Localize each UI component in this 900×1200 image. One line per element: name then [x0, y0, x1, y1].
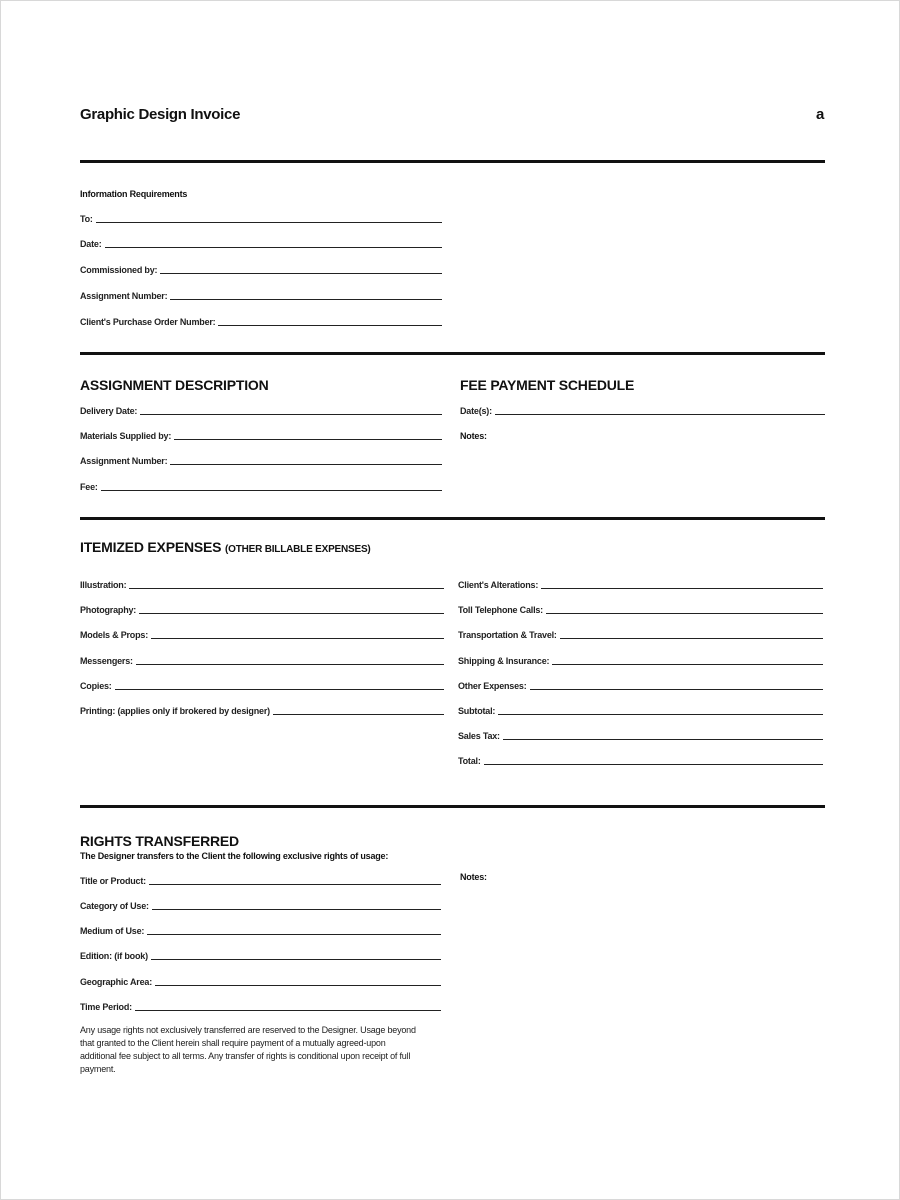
field-label: Photography: [80, 605, 137, 615]
rights-intro: The Designer transfers to the Client the following exclusive rights of usage: [80, 851, 389, 861]
fill-in-line[interactable] [155, 985, 441, 986]
fill-in-line[interactable] [139, 613, 444, 614]
expense-field[interactable] [80, 578, 444, 590]
expense-field[interactable] [80, 603, 444, 615]
divider [80, 352, 825, 355]
field-label: Fee: [80, 482, 98, 492]
divider [80, 160, 825, 163]
field-label: Edition: (if book) [80, 951, 148, 961]
fill-in-line[interactable] [273, 714, 444, 715]
fill-in-line[interactable] [160, 273, 442, 274]
info-heading: Information Requirements [80, 189, 188, 199]
field-label: Transportation & Travel: [458, 630, 557, 640]
info-field[interactable] [80, 263, 442, 275]
expense-field[interactable] [458, 628, 823, 640]
fill-in-line[interactable] [152, 909, 441, 910]
expense-field[interactable] [458, 603, 823, 615]
info-field[interactable] [80, 315, 442, 327]
rights-disclaimer: Any usage rights not exclusively transferred are reserved to the Designer. Usage beyond that granted to the Client herein shall require payment of a mutually agreed-upon additional fee subject to all terms. Any transfer of rights is conditional upon receipt of full payment. [80, 1025, 416, 1074]
rights-field[interactable] [80, 949, 441, 961]
fill-in-line[interactable] [218, 325, 442, 326]
fill-in-line[interactable] [151, 638, 444, 639]
expense-field[interactable] [458, 754, 823, 766]
assignment-heading: ASSIGNMENT DESCRIPTION [80, 377, 269, 393]
header-mark: a [816, 106, 825, 123]
fill-in-line[interactable] [170, 299, 442, 300]
fill-in-line[interactable] [484, 764, 823, 765]
expenses-heading [80, 539, 371, 555]
field-label: Assignment Number: [80, 456, 168, 466]
fill-in-line[interactable] [96, 222, 442, 223]
fill-in-line[interactable] [552, 664, 823, 665]
rights-field[interactable] [80, 975, 441, 987]
field-label: Client's Alterations: [458, 580, 539, 590]
fill-in-line[interactable] [560, 638, 823, 639]
field-label: Geographic Area: [80, 977, 152, 987]
field-label: Subtotal: [458, 706, 496, 716]
fill-in-line[interactable] [498, 714, 823, 715]
expense-field[interactable] [80, 704, 444, 716]
fill-in-line[interactable] [101, 490, 442, 491]
field-label: Date(s): [460, 406, 492, 416]
field-label: Copies: [80, 681, 112, 691]
fee-notes-label: Notes: [460, 431, 487, 441]
expense-field[interactable] [458, 679, 823, 691]
fill-in-line[interactable] [503, 739, 823, 740]
field-label: Time Period: [80, 1002, 132, 1012]
fill-in-line[interactable] [136, 664, 444, 665]
field-label: Shipping & Insurance: [458, 656, 550, 666]
field-label: Messengers: [80, 656, 133, 666]
field-label: Medium of Use: [80, 926, 145, 936]
field-label: Date: [80, 239, 102, 249]
fill-in-line[interactable] [129, 588, 444, 589]
divider [80, 805, 825, 808]
field-label: To: [80, 214, 93, 224]
fill-in-line[interactable] [151, 959, 441, 960]
info-field[interactable] [80, 289, 442, 301]
field-label: Other Expenses: [458, 681, 527, 691]
info-field[interactable] [80, 212, 442, 224]
rights-field[interactable] [80, 899, 441, 911]
info-field[interactable] [80, 237, 442, 249]
rights-notes-label: Notes: [460, 872, 487, 882]
fill-in-line[interactable] [149, 884, 441, 885]
field-label: Total: [458, 756, 481, 766]
field-label: Commissioned by: [80, 265, 158, 275]
fill-in-line[interactable] [140, 414, 442, 415]
fee-dates-field[interactable] [460, 404, 825, 416]
field-label: Title or Product: [80, 876, 146, 886]
expense-field[interactable] [80, 628, 444, 640]
expense-field[interactable] [458, 729, 823, 741]
expense-field[interactable] [458, 578, 823, 590]
fill-in-line[interactable] [174, 439, 442, 440]
rights-heading: RIGHTS TRANSFERRED [80, 833, 239, 849]
expenses-note: (OTHER BILLABLE EXPENSES) [225, 544, 371, 555]
field-label: Models & Props: [80, 630, 149, 640]
assignment-field[interactable] [80, 404, 442, 416]
fill-in-line[interactable] [530, 689, 823, 690]
fee-schedule-heading: FEE PAYMENT SCHEDULE [460, 377, 635, 393]
fill-in-line[interactable] [546, 613, 823, 614]
fill-in-line[interactable] [170, 464, 442, 465]
fill-in-line[interactable] [147, 934, 441, 935]
field-label: Category of Use: [80, 901, 149, 911]
field-label: Assignment Number: [80, 291, 168, 301]
fill-in-line[interactable] [495, 414, 825, 415]
expense-field[interactable] [458, 654, 823, 666]
field-label: Client's Purchase Order Number: [80, 317, 216, 327]
fill-in-line[interactable] [135, 1010, 441, 1011]
field-label: Toll Telephone Calls: [458, 605, 543, 615]
expense-field[interactable] [80, 679, 444, 691]
field-label: Materials Supplied by: [80, 431, 172, 441]
fill-in-line[interactable] [541, 588, 823, 589]
rights-field[interactable] [80, 874, 441, 886]
fill-in-line[interactable] [105, 247, 442, 248]
expense-field[interactable] [458, 704, 823, 716]
field-label: Sales Tax: [458, 731, 500, 741]
field-label: Illustration: [80, 580, 127, 590]
assignment-field[interactable] [80, 454, 442, 466]
document-title: Graphic Design Invoice [80, 106, 241, 123]
expenses-title: ITEMIZED EXPENSES [80, 539, 222, 555]
rights-field[interactable] [80, 924, 441, 936]
fill-in-line[interactable] [115, 689, 444, 690]
expense-field[interactable] [80, 654, 444, 666]
field-label: Printing: (applies only if brokered by designer) [80, 706, 270, 716]
field-label: Delivery Date: [80, 406, 138, 416]
assignment-field[interactable] [80, 429, 442, 441]
assignment-field[interactable] [80, 480, 442, 492]
divider [80, 517, 825, 520]
rights-field[interactable] [80, 1000, 441, 1012]
